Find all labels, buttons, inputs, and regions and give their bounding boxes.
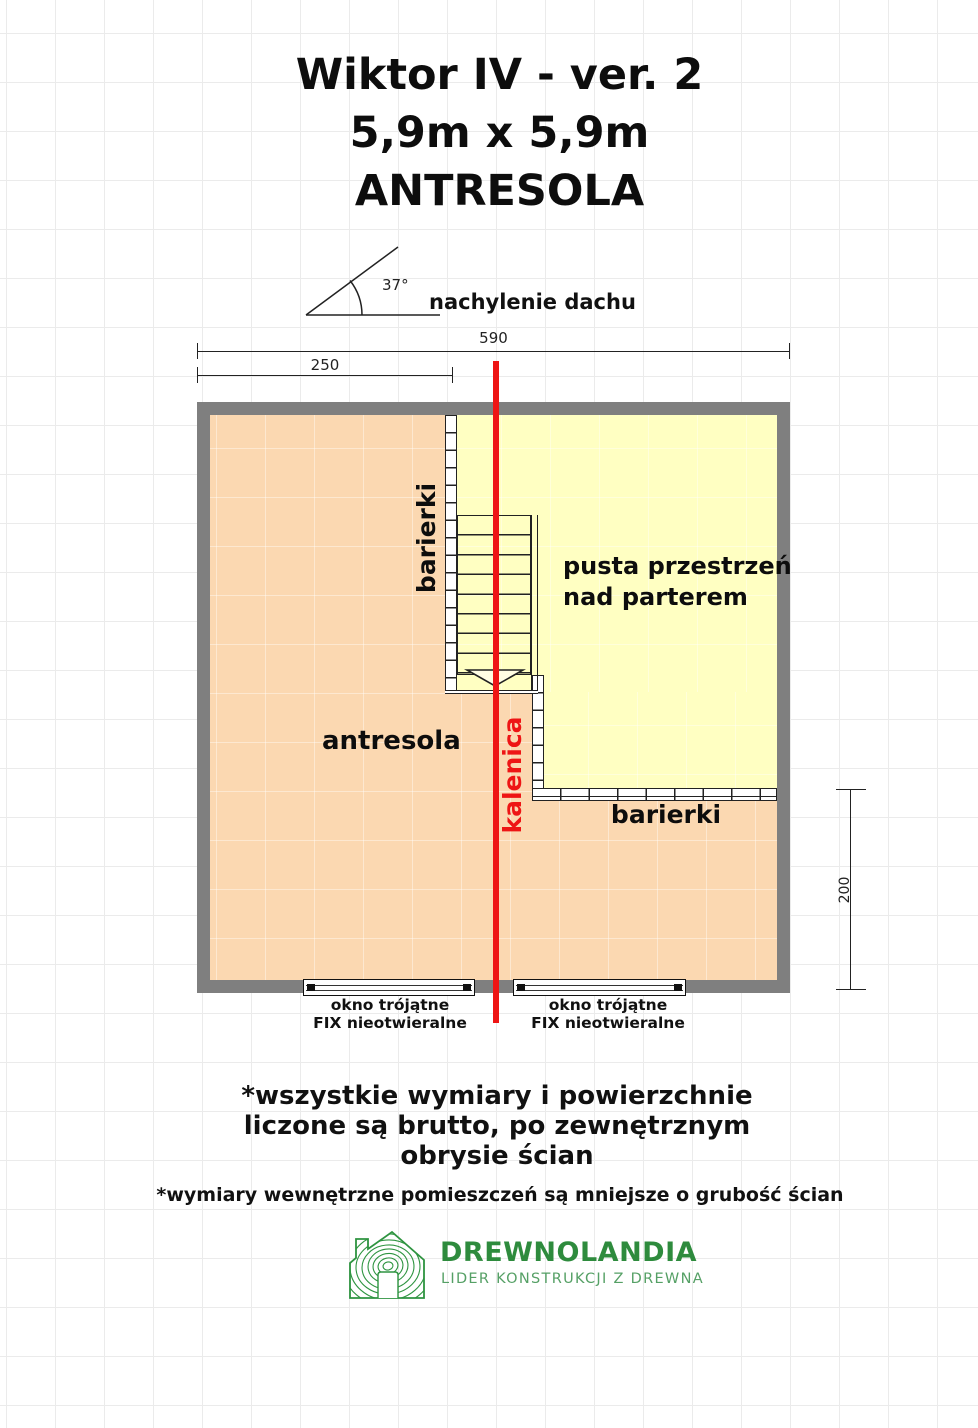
page-title xyxy=(21,46,978,220)
title-line-model: Wiktor IV - ver. 2 xyxy=(295,50,704,100)
roof-pitch-label: nachylenie dachu xyxy=(429,290,636,314)
window-glazing xyxy=(306,985,472,986)
dimension-width-left: 250 xyxy=(310,356,340,374)
void-label-line1: pusta przestrzeń xyxy=(563,552,792,580)
note-main-line2: liczone są brutto, po zewnętrznym xyxy=(243,1111,751,1141)
window-glazing xyxy=(306,990,472,991)
dimension-line-250 xyxy=(197,375,453,376)
window-type-text: okno trójątne xyxy=(330,996,450,1014)
logo-tagline: LIDER KONSTRUKCJI Z DREWNA xyxy=(441,1271,704,1287)
roof-angle-value: 37° xyxy=(382,276,409,294)
dimension-width-total: 590 xyxy=(479,329,508,347)
window-endcap xyxy=(307,984,315,991)
staircase-stringer xyxy=(531,515,538,694)
note-main-line3: obrysie ścian xyxy=(400,1141,594,1171)
note-main-line1: *wszystkie wymiary i powierzchnie xyxy=(241,1081,753,1111)
window-right-label xyxy=(518,997,698,1032)
title-line-floor: ANTRESOLA xyxy=(354,166,645,216)
dimension-tick xyxy=(452,367,453,383)
dimension-tick xyxy=(836,789,866,790)
title-line-size: 5,9m x 5,9m xyxy=(349,108,650,158)
note-dimensions-gross xyxy=(0,1081,978,1171)
logo-name: DREWNOLANDIA xyxy=(440,1237,698,1268)
railing-bottom-label: barierki xyxy=(610,800,722,829)
roof-pitch-icon xyxy=(298,242,448,324)
window-glazing xyxy=(516,990,683,991)
ridge-label: kalenica xyxy=(498,716,527,834)
window-type-text: okno trójątne xyxy=(548,996,668,1014)
window-right xyxy=(513,979,686,996)
window-endcap xyxy=(463,984,471,991)
logo-house-icon xyxy=(347,1229,427,1301)
dimension-tick xyxy=(836,989,866,990)
note-inner-dimensions: *wymiary wewnętrzne pomieszczeń są mniejsze o grubość ścian xyxy=(156,1184,844,1206)
window-endcap xyxy=(517,984,525,991)
window-glazing xyxy=(516,985,683,986)
dimension-tick xyxy=(197,367,198,383)
void-label xyxy=(563,551,792,613)
dimension-line-590 xyxy=(197,351,790,352)
void-label-line2: nad parterem xyxy=(563,583,748,611)
void-area-lower xyxy=(533,692,777,800)
ridge-line xyxy=(493,361,499,1023)
staircase-bottom-edge xyxy=(445,690,538,694)
railing-left-label: barierki xyxy=(412,482,441,594)
window-endcap xyxy=(674,984,682,991)
railing-left xyxy=(445,415,457,693)
window-fix-text: FIX nieotwieralne xyxy=(531,1013,685,1032)
window-left xyxy=(303,979,475,996)
dimension-tick xyxy=(789,343,790,359)
mezzanine-label: antresola xyxy=(322,726,461,756)
dimension-height-right: 200 xyxy=(837,876,853,904)
window-left-label xyxy=(300,997,480,1032)
window-fix-text: FIX nieotwieralne xyxy=(313,1013,467,1032)
